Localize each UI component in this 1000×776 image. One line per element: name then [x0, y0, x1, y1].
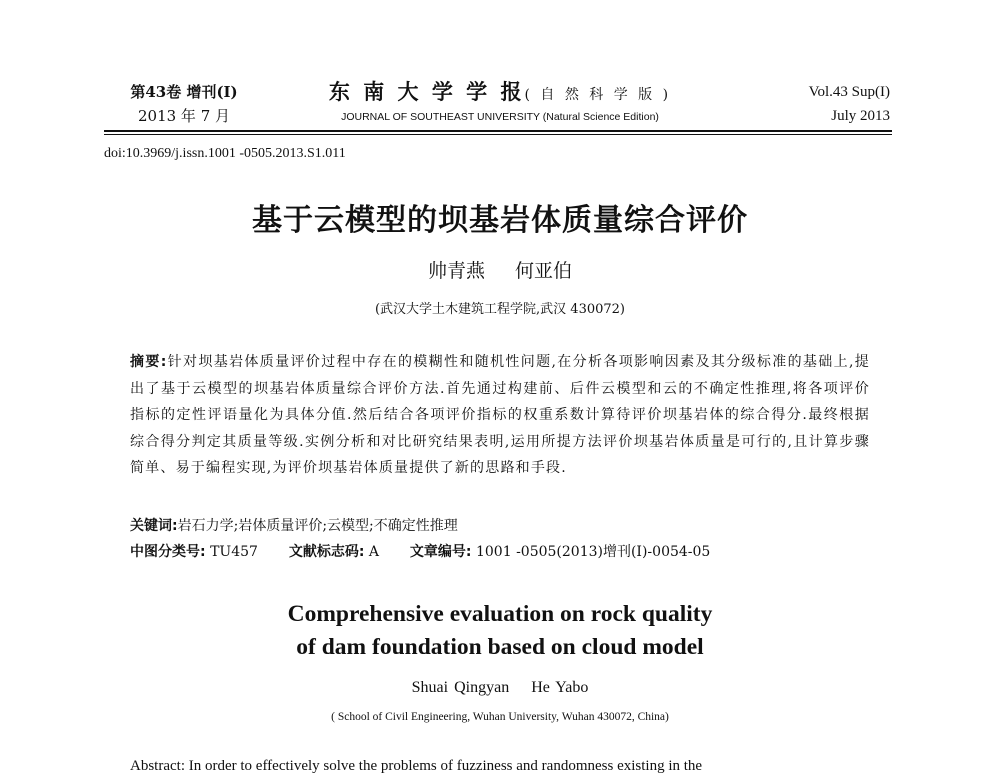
- date-cn: 2013 年 7 月: [137, 107, 231, 125]
- author-en: He Yabo: [531, 679, 589, 696]
- clc-label: 中图分类号:: [130, 544, 206, 560]
- journal-edition-cn: ( 自 然 科 学 版 ): [524, 87, 672, 103]
- volume-en: Vol.43 Sup(I): [808, 84, 890, 100]
- paper-title-en-line: of dam foundation based on cloud model: [296, 634, 704, 660]
- article-no-value: 1001 -0505(2013)增刊(I)-0054-05: [475, 544, 711, 560]
- author-en: Shuai Qingyan: [411, 679, 510, 696]
- keywords-cn-text: 岩石力学;岩体质量评价;云模型;不确定性推理: [177, 518, 458, 534]
- classification-line: [130, 541, 890, 563]
- journal-title-cn: 东 南 大 学 学 报: [328, 79, 525, 104]
- header-volume-date-cn: [104, 80, 264, 128]
- article-no-label: 文章编号:: [409, 544, 472, 560]
- volume-cn: 第43卷 增刊(I): [130, 83, 238, 101]
- keywords-cn: [130, 515, 870, 537]
- date-en: July 2013: [831, 108, 890, 124]
- paper-title-en: [100, 598, 900, 664]
- header-rule-thick: [104, 130, 892, 132]
- author-cn: 何亚伯: [515, 260, 573, 282]
- header-volume-date-en: [740, 80, 890, 128]
- paper-title-cn: 基于云模型的坝基岩体质量综合评价: [252, 203, 748, 238]
- affiliation-cn: (武汉大学土木建筑工程学院,武汉 430072): [374, 302, 626, 317]
- clc-value: TU457: [210, 544, 258, 560]
- authors-cn: [100, 256, 900, 283]
- abstract-cn: [130, 349, 870, 482]
- abstract-cn-text: 针对坝基岩体质量评价过程中存在的模糊性和随机性问题,在分析各项影响因素及其分级标准的基础上,提出了基于云模型的坝基岩体质量综合评价方法.首先通过构建前、后件云模型和云的不确定性推理,将各项评价指标的定性评语量化为具体分值.然后结合各项评价指标的权重系数计算待评价坝基岩体的综合得分.最终根据综合得分判定其质量等级.实例分析和对比研究结果表明,运用所提方法评价坝基岩体质量是可行的,且计算步骤简单、易于编程实现,为评价坝基岩体质量提供了新的思路和手段.: [130, 354, 870, 476]
- affiliation-en: ( School of Civil Engineering, Wuhan University, Wuhan 430072, China): [331, 711, 669, 723]
- journal-title-en: JOURNAL OF SOUTHEAST UNIVERSITY (Natural Science Edition): [341, 111, 659, 123]
- abstract-cn-label: 摘要:: [130, 354, 168, 370]
- header-rule-thin: [104, 134, 892, 135]
- doc-code-value: A: [368, 544, 380, 560]
- author-cn: 帅青燕: [427, 260, 485, 282]
- doc-code-label: 文献标志码:: [288, 544, 365, 560]
- journal-masthead: [290, 78, 710, 123]
- doi: doi:10.3969/j.issn.1001 -0505.2013.S1.011: [104, 146, 346, 161]
- paper-title-en-line: Comprehensive evaluation on rock quality: [287, 601, 713, 627]
- keywords-cn-label: 关键词:: [130, 518, 178, 534]
- abstract-en-partial: Abstract: In order to effectively solve the problems of fuzziness and randomness existing in the: [130, 758, 703, 774]
- authors-en: [100, 679, 900, 697]
